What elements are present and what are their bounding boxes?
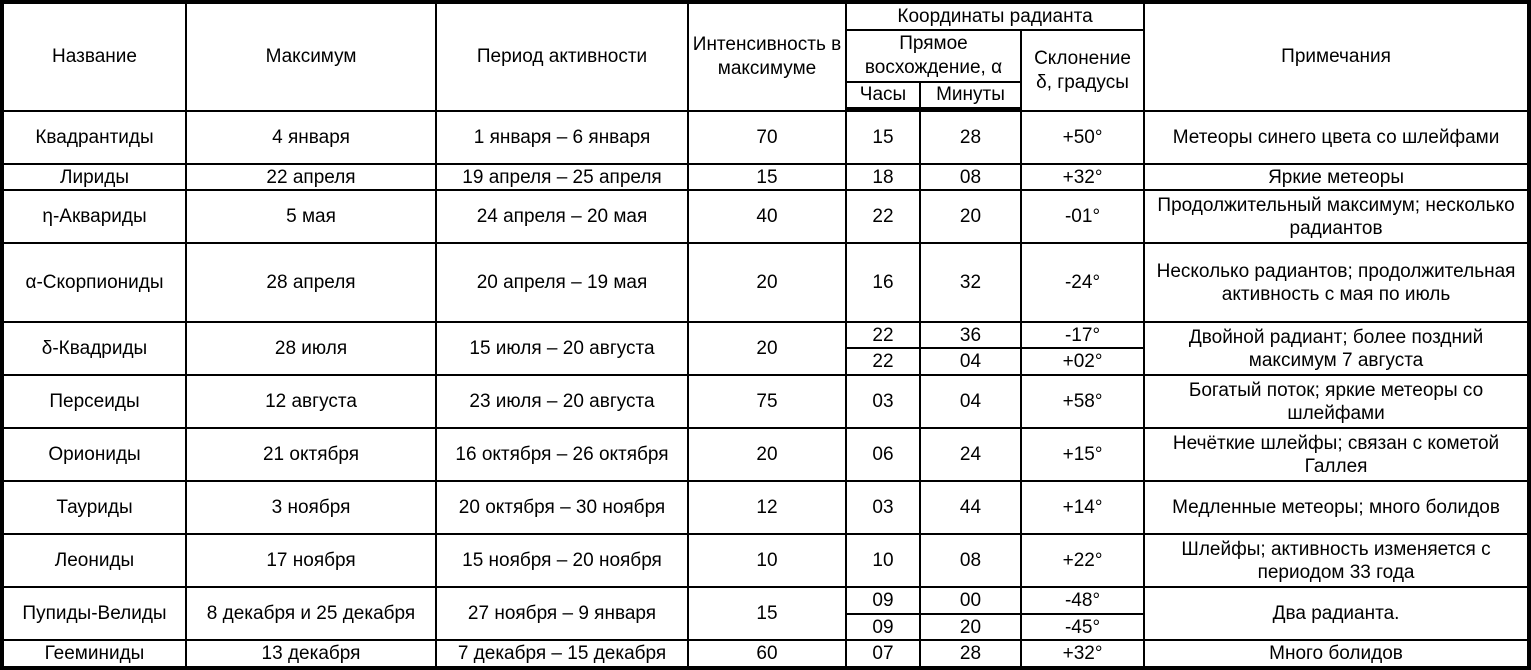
cell-declination: -01° (1021, 190, 1144, 243)
cell-name: Пупиды-Велиды (3, 587, 186, 640)
cell-hours: 22 (846, 322, 920, 348)
cell-declination: +50° (1021, 111, 1144, 164)
cell-intensity: 20 (688, 322, 846, 375)
cell-period: 7 декабря – 15 декабря (436, 640, 688, 667)
cell-hours: 22 (846, 348, 920, 375)
cell-maximum: 17 ноября (186, 534, 436, 587)
cell-period: 27 ноября – 9 января (436, 587, 688, 640)
cell-period: 1 января – 6 января (436, 111, 688, 164)
table-row (3, 428, 1528, 481)
cell-maximum: 28 апреля (186, 243, 436, 322)
cell-period: 16 октября – 26 октября (436, 428, 688, 481)
header-radiant-coords: Координаты радианта (846, 3, 1144, 30)
cell-note: Продолжительный максимум; несколько радиантов (1144, 190, 1528, 243)
header-activity-period: Период активности (436, 3, 688, 111)
cell-declination: +15° (1021, 428, 1144, 481)
cell-maximum: 5 мая (186, 190, 436, 243)
cell-name: δ-Квадриды (3, 322, 186, 375)
cell-minutes: 44 (920, 481, 1021, 534)
cell-period: 15 июля – 20 августа (436, 322, 688, 375)
cell-declination: +32° (1021, 164, 1144, 190)
header-maximum: Максимум (186, 3, 436, 111)
cell-period: 23 июля – 20 августа (436, 375, 688, 428)
cell-intensity: 70 (688, 111, 846, 164)
cell-hours: 22 (846, 190, 920, 243)
cell-intensity: 60 (688, 640, 846, 667)
cell-name: α-Скорпиониды (3, 243, 186, 322)
cell-declination: +32° (1021, 640, 1144, 667)
cell-note: Два радианта. (1144, 587, 1528, 640)
cell-minutes: 32 (920, 243, 1021, 322)
cell-minutes: 00 (920, 587, 1021, 614)
cell-period: 20 апреля – 19 мая (436, 243, 688, 322)
cell-name: Гееминиды (3, 640, 186, 667)
cell-note: Двойной радиант; более поздний максимум 7 августа (1144, 322, 1528, 375)
cell-declination: -17° (1021, 322, 1144, 348)
cell-minutes: 28 (920, 640, 1021, 667)
cell-intensity: 20 (688, 243, 846, 322)
header-hours: Часы (846, 82, 920, 111)
header-notes: Примечания (1144, 3, 1528, 111)
table-row (3, 322, 1528, 348)
header-minutes: Минуты (920, 82, 1021, 111)
cell-declination: -48° (1021, 587, 1144, 614)
header-intensity: Интенсивность в максимуме (688, 3, 846, 111)
cell-minutes: 08 (920, 164, 1021, 190)
cell-declination: +58° (1021, 375, 1144, 428)
cell-minutes: 04 (920, 348, 1021, 375)
cell-declination: +22° (1021, 534, 1144, 587)
cell-hours: 16 (846, 243, 920, 322)
cell-maximum: 4 января (186, 111, 436, 164)
cell-hours: 06 (846, 428, 920, 481)
cell-hours: 15 (846, 111, 920, 164)
cell-name: η-Аквариды (3, 190, 186, 243)
cell-minutes: 36 (920, 322, 1021, 348)
table-row (3, 190, 1528, 243)
cell-maximum: 12 августа (186, 375, 436, 428)
cell-intensity: 10 (688, 534, 846, 587)
cell-hours: 07 (846, 640, 920, 667)
cell-hours: 09 (846, 614, 920, 640)
cell-note: Несколько радиантов; продолжительная активность с мая по июль (1144, 243, 1528, 322)
cell-minutes: 24 (920, 428, 1021, 481)
cell-maximum: 8 декабря и 25 декабря (186, 587, 436, 640)
cell-name: Тауриды (3, 481, 186, 534)
cell-minutes: 20 (920, 614, 1021, 640)
cell-note: Много болидов (1144, 640, 1528, 667)
cell-note: Богатый поток; яркие метеоры со шлейфами (1144, 375, 1528, 428)
table-row (3, 375, 1528, 428)
cell-period: 15 ноября – 20 ноября (436, 534, 688, 587)
cell-hours: 09 (846, 587, 920, 614)
cell-note: Шлейфы; активность изменяется с периодом 33 года (1144, 534, 1528, 587)
table-row (3, 481, 1528, 534)
table-body (3, 111, 1528, 667)
cell-note: Нечёткие шлейфы; связан с кометой Галлея (1144, 428, 1528, 481)
cell-declination: -24° (1021, 243, 1144, 322)
cell-name: Лириды (3, 164, 186, 190)
cell-maximum: 28 июля (186, 322, 436, 375)
header-declination: Склонение δ, градусы (1021, 30, 1144, 111)
header-right-ascension: Прямое восхождение, α (846, 30, 1021, 82)
cell-intensity: 12 (688, 481, 846, 534)
cell-hours: 03 (846, 481, 920, 534)
table-row (3, 111, 1528, 164)
meteor-showers-table (3, 3, 1528, 667)
table-row (3, 243, 1528, 322)
header-name: Название (3, 3, 186, 111)
cell-maximum: 13 декабря (186, 640, 436, 667)
cell-intensity: 75 (688, 375, 846, 428)
cell-declination: -45° (1021, 614, 1144, 640)
table-row (3, 534, 1528, 587)
cell-intensity: 40 (688, 190, 846, 243)
cell-maximum: 3 ноября (186, 481, 436, 534)
cell-minutes: 08 (920, 534, 1021, 587)
cell-note: Яркие метеоры (1144, 164, 1528, 190)
cell-minutes: 20 (920, 190, 1021, 243)
cell-name: Квадрантиды (3, 111, 186, 164)
cell-intensity: 20 (688, 428, 846, 481)
cell-declination: +02° (1021, 348, 1144, 375)
cell-period: 19 апреля – 25 апреля (436, 164, 688, 190)
cell-name: Леониды (3, 534, 186, 587)
cell-hours: 10 (846, 534, 920, 587)
cell-name: Персеиды (3, 375, 186, 428)
cell-note: Медленные метеоры; много болидов (1144, 481, 1528, 534)
cell-minutes: 28 (920, 111, 1021, 164)
cell-note: Метеоры синего цвета со шлейфами (1144, 111, 1528, 164)
cell-intensity: 15 (688, 587, 846, 640)
table-row (3, 640, 1528, 667)
table-header (3, 3, 1528, 111)
cell-name: Ориониды (3, 428, 186, 481)
cell-maximum: 21 октября (186, 428, 436, 481)
cell-hours: 18 (846, 164, 920, 190)
table-row (3, 164, 1528, 190)
cell-period: 20 октября – 30 ноября (436, 481, 688, 534)
table-row (3, 587, 1528, 614)
cell-minutes: 04 (920, 375, 1021, 428)
cell-period: 24 апреля – 20 мая (436, 190, 688, 243)
cell-hours: 03 (846, 375, 920, 428)
cell-maximum: 22 апреля (186, 164, 436, 190)
cell-intensity: 15 (688, 164, 846, 190)
cell-declination: +14° (1021, 481, 1144, 534)
